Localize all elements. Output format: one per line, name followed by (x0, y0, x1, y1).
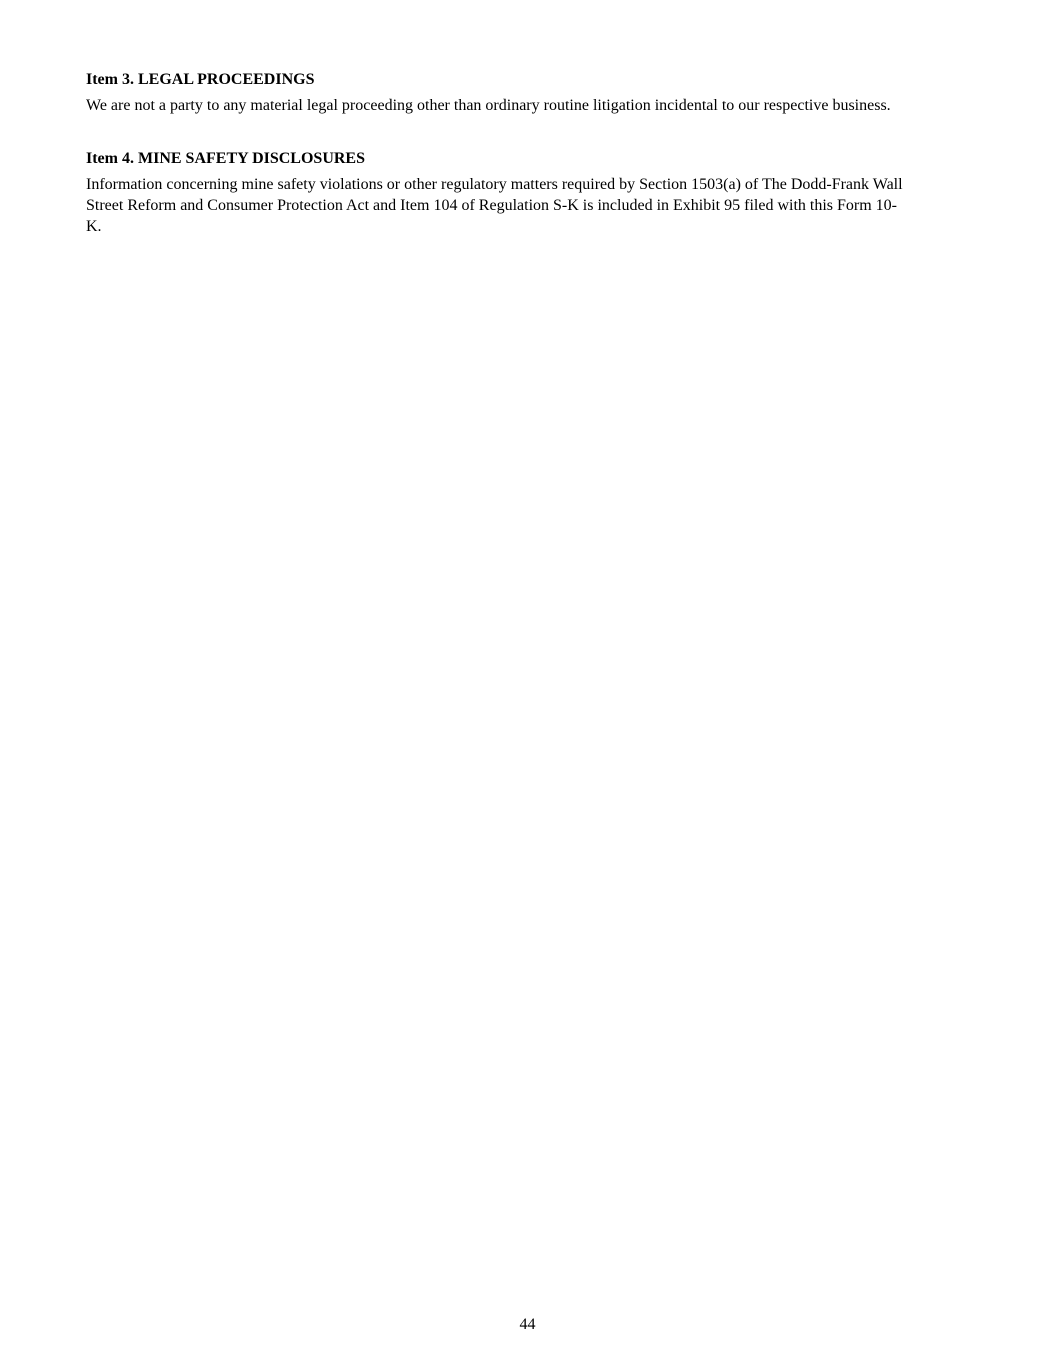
section-body (86, 174, 970, 237)
body-line: Information concerning mine safety violations or other regulatory matters required by Section 1503(a) of The Dodd-Frank Wall (86, 176, 903, 193)
section-body (86, 95, 970, 116)
section-legal-proceedings (86, 70, 970, 116)
body-line: We are not a party to any material legal proceeding other than ordinary routine litigation incidental to our respective business. (86, 97, 891, 114)
body-line: Street Reform and Consumer Protection Act and Item 104 of Regulation S-K is included in Exhibit 95 filed with this Form 10- (86, 197, 897, 214)
document-page (86, 70, 970, 237)
body-line: K. (86, 218, 102, 235)
section-mine-safety-disclosures (86, 149, 970, 237)
section-heading: Item 4. MINE SAFETY DISCLOSURES (86, 150, 365, 167)
section-heading: Item 3. LEGAL PROCEEDINGS (86, 71, 315, 88)
page-number: 44 (519, 1316, 536, 1333)
